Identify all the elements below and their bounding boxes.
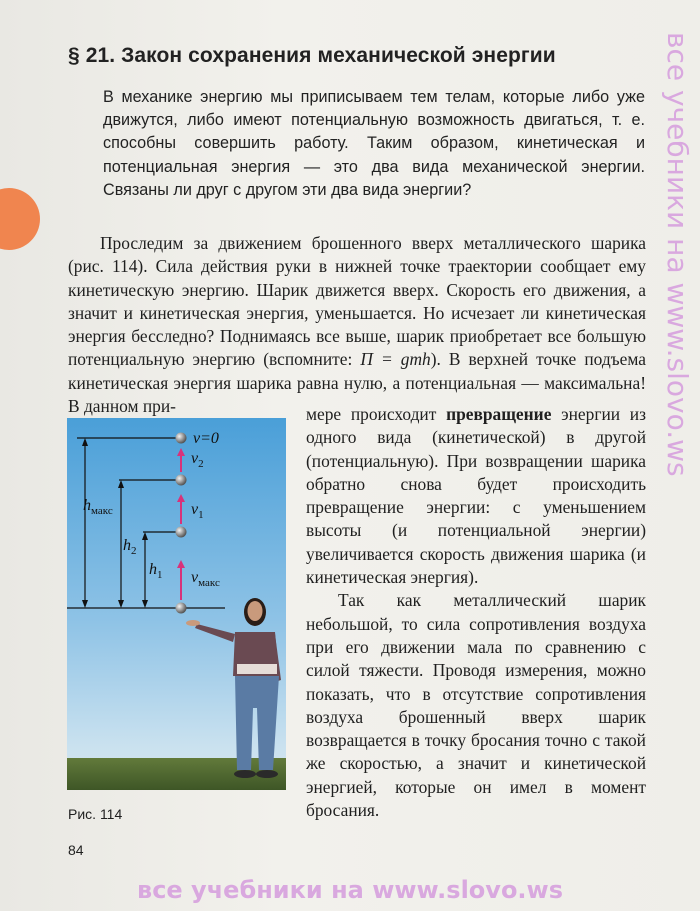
ball-top bbox=[176, 433, 187, 444]
page-number: 84 bbox=[68, 842, 84, 858]
label-v0: v=0 bbox=[193, 430, 219, 447]
label-h2: $h_2$ bbox=[123, 537, 137, 557]
label-v2: $v_2$ bbox=[191, 450, 204, 470]
formula: П = gmh bbox=[360, 349, 431, 370]
term-transformation: превращение bbox=[446, 404, 552, 424]
label-vmax: $v_{макс}$ bbox=[191, 569, 220, 589]
ball-base bbox=[176, 603, 187, 614]
ball-h1 bbox=[176, 527, 187, 538]
section-heading: § 21. Закон сохранения механической энергии bbox=[68, 44, 556, 67]
main-text bbox=[68, 232, 646, 418]
ball-h2 bbox=[176, 475, 187, 486]
text-column-right bbox=[306, 403, 646, 822]
figure-caption: Рис. 114 bbox=[68, 806, 123, 822]
figure-114 bbox=[67, 418, 286, 790]
paragraph-1-end: ). В верхней точке подъема кинетическая энергия шарика равна нулю, а потенциальная — максимальна! В данном при- bbox=[68, 349, 646, 417]
paragraph-2-rest: энергии из одного вида (кинетической) в другой (потенциальную). При возвращении шарика обратно снова будет происходить превращение энергии: с уменьшением высоты (и потенциальной энергии) увеличивается скорость движения шарика (и кинетическая энергия). bbox=[306, 404, 646, 588]
bottom-watermark: все учебники на www.slovo.ws bbox=[137, 876, 563, 904]
chapter-tab-marker bbox=[0, 188, 40, 250]
label-v1: $v_1$ bbox=[191, 501, 204, 521]
paragraph-3: Так как металлический шарик небольшой, то сила сопротивления воздуха при его движении мала по сравнению с силой тяжести. Проводя измерения, можно показать, что в отсутствие сопротивления воздуха брошенный вверх шарик возвращается в точку бросания точно с такой же скоростью, а значит и кинетической энергией, которые он имел в момент бросания. bbox=[306, 590, 646, 821]
label-h1: $h_1$ bbox=[149, 561, 163, 581]
paragraph-1 bbox=[68, 232, 646, 418]
label-hmax: $h_{макс}$ bbox=[83, 497, 113, 517]
paragraph-2-start: мере происходит bbox=[306, 404, 437, 424]
paragraph-1-text: Проследим за движением брошенного вверх металлического шарика (рис. 114). Сила действия руки в нижней точке траектории сообщает ему кинетическую энергию. Шарик движется вверх. Скорость его движения, а значит и кинетическая энергия, уменьшается. Но исчезает ли кинетическая энергия бесследно? Поднимаясь все выше, шарик приобретает все большую потенциальную энергию (вспомните: bbox=[68, 233, 646, 370]
paragraph-2 bbox=[306, 403, 646, 589]
intro-paragraph: В механике энергию мы приписываем тем телам, которые либо уже движутся, либо имеют потенциальную возможность двигаться, т. е. способны совершить работу. Таким образом, кинетическая и потенциальная энергия — это два вида механической энергии. Связаны ли друг с другом эти два вида энергии? bbox=[103, 88, 645, 199]
side-watermark: все учебники на www.slovo.ws bbox=[661, 32, 694, 477]
trajectory-diagram bbox=[67, 418, 286, 790]
girl-figure bbox=[186, 598, 281, 778]
